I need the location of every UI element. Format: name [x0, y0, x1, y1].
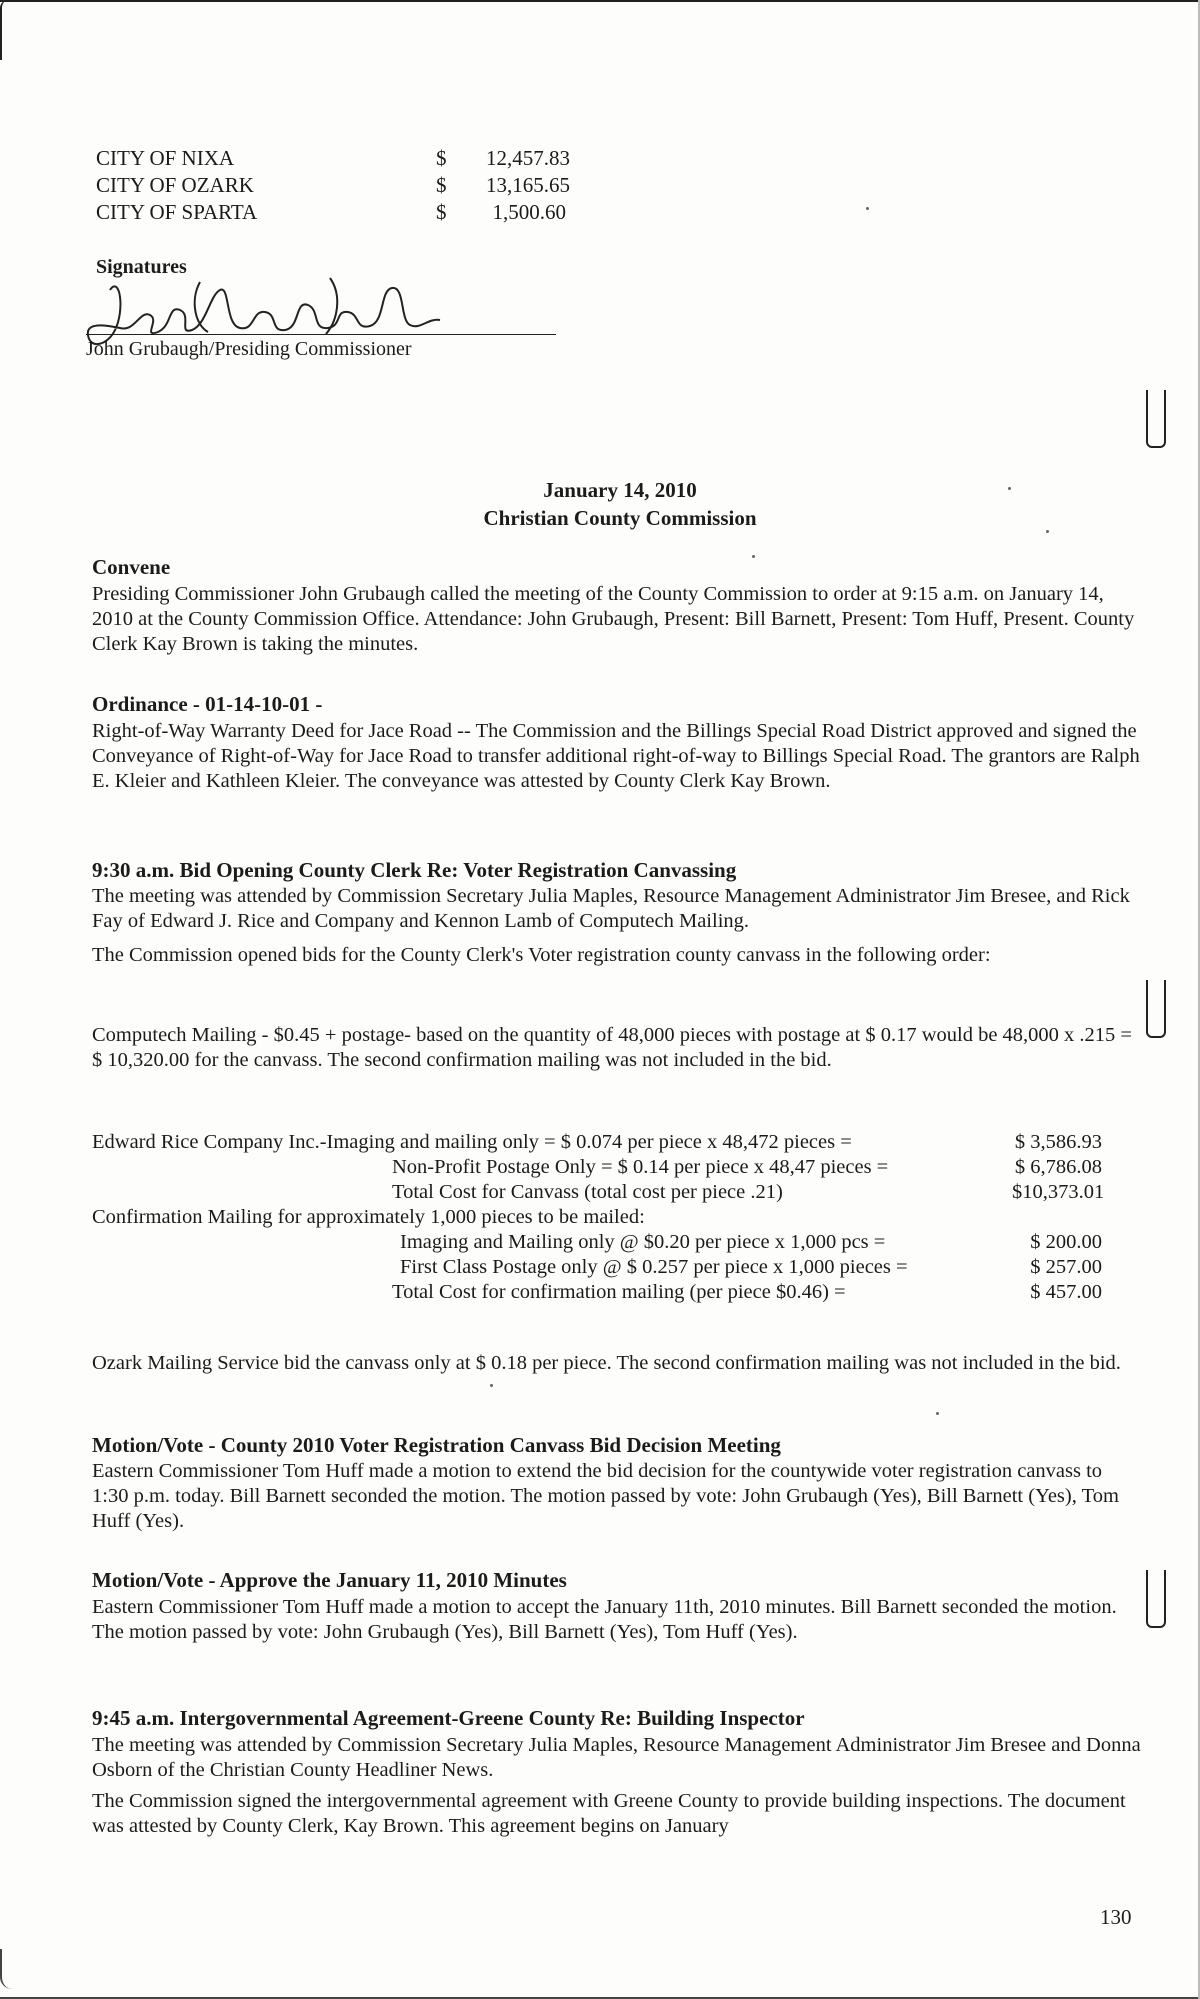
signature-line [86, 334, 556, 335]
cost-row [92, 1255, 1102, 1280]
scan-speck [936, 1412, 939, 1415]
page-number: 130 [1100, 1905, 1132, 1929]
city-amount: 12,457.83 [486, 146, 570, 170]
city-row [96, 199, 566, 226]
cost-label: Edward Rice Company Inc.-Imaging and mailing only = $ 0.074 per piece x 48,472 pieces = [92, 1131, 852, 1153]
scan-speck [752, 555, 755, 558]
section-title-intergovernmental: 9:45 a.m. Intergovernmental Agreement-Greene County Re: Building Inspector [92, 1706, 805, 1730]
signatures-label: Signatures [96, 256, 187, 278]
cost-label: Total Cost for confirmation mailing (per piece $0.46) = [392, 1281, 846, 1303]
section-text-motion-bid-decision: Eastern Commissioner Tom Huff made a motion to extend the bid decision for the countywide voter registration canvass to 1:30 p.m. today. Bill Barnett seconded the motion. The motion passed by vote: John Grubaugh (Yes), Bill Barnett (Yes), Tom Huff (Yes). [92, 1460, 1119, 1532]
city-name: CITY OF NIXA [96, 146, 235, 170]
cost-label: First Class Postage only @ $ 0.257 per piece x 1,000 pieces = [400, 1256, 908, 1278]
cost-label: Imaging and Mailing only @ $0.20 per piece x 1,000 pcs = [400, 1231, 886, 1253]
cost-row [92, 1230, 1102, 1255]
city-name: CITY OF SPARTA [96, 200, 258, 224]
page-edge [0, 1949, 12, 1989]
currency-sign: $ [436, 146, 447, 170]
page-edge [0, 0, 8, 60]
cost-row [92, 1180, 1105, 1205]
page-edge [0, 0, 1200, 8]
cost-value: $ 457.00 [1030, 1281, 1102, 1303]
cost-value: $10,373.01 [1012, 1181, 1105, 1203]
meeting-body: Christian County Commission [483, 506, 757, 530]
page-edge [0, 1987, 1200, 1999]
city-name: CITY OF OZARK [96, 173, 254, 197]
computech-bid: Computech Mailing - $0.45 + postage- based on the quantity of 48,000 pieces with postage at $ 0.17 would be 48,000 x .215 = $ 10,320.00 for the canvass. The second confirmation mailing was not included in the bid. [92, 1024, 1132, 1071]
cost-label: Total Cost for Canvass (total cost per piece .21) [392, 1181, 783, 1203]
section-title-motion-bid-decision: Motion/Vote - County 2010 Voter Registration Canvass Bid Decision Meeting [92, 1433, 781, 1457]
meeting-date: January 14, 2010 [543, 478, 697, 502]
section-title-motion-minutes: Motion/Vote - Approve the January 11, 2010 Minutes [92, 1568, 567, 1592]
scan-speck [1008, 487, 1011, 490]
cost-value: $ 257.00 [1030, 1256, 1102, 1278]
binder-mark [1146, 980, 1166, 1038]
section-title-convene: Convene [92, 555, 171, 579]
section-text-motion-minutes: Eastern Commissioner Tom Huff made a motion to accept the January 11th, 2010 minutes. Bill Barnett seconded the motion. The motion passed by vote: John Grubaugh (Yes), Bill Barnett (Yes), Tom Huff (Yes). [92, 1596, 1117, 1643]
city-row [96, 172, 570, 199]
scan-speck [490, 1384, 493, 1387]
meeting-header [0, 476, 1200, 532]
signature-caption: John Grubaugh/Presiding Commissioner [86, 338, 412, 360]
cost-row [92, 1280, 1102, 1305]
currency-sign: $ [436, 173, 447, 197]
edward-rice-bid-table [92, 1130, 1105, 1305]
cost-value: $ 200.00 [1030, 1231, 1102, 1253]
city-amounts [96, 145, 570, 226]
cost-row [92, 1155, 1102, 1180]
city-amount: 1,500.60 [492, 200, 566, 224]
city-row [96, 145, 570, 172]
section-title-ordinance: Ordinance - 01-14-10-01 - [92, 692, 323, 716]
section-title-bid-opening: 9:30 a.m. Bid Opening County Clerk Re: Voter Registration Canvassing [92, 858, 737, 882]
cost-value: $ 3,586.93 [1014, 1131, 1102, 1153]
cost-value: $ 6,786.08 [1014, 1156, 1102, 1178]
scan-speck [1046, 530, 1049, 533]
cost-label: Confirmation Mailing for approximately 1,000 pieces to be mailed: [92, 1206, 645, 1228]
bid-opening-attendance: The meeting was attended by Commission Secretary Julia Maples, Resource Management Administrator Jim Bresee, and Rick Fay of Edward J. Rice and Company and Kennon Lamb of Computech Mailing. [92, 885, 1130, 932]
ozark-bid: Ozark Mailing Service bid the canvass only at $ 0.18 per piece. The second confirmation mailing was not included in the bid. [92, 1352, 1121, 1374]
city-amount: 13,165.65 [486, 173, 570, 197]
binder-mark [1146, 1570, 1166, 1628]
currency-sign: $ [436, 200, 447, 224]
binder-mark [1146, 390, 1166, 448]
section-text-convene: Presiding Commissioner John Grubaugh called the meeting of the County Commission to order at 9:15 a.m. on January 14, 2010 at the County Commission Office. Attendance: John Grubaugh, Present: Bill Barnett, Present: Tom Huff, Present. County Clerk Kay Brown is taking the minutes. [92, 583, 1135, 655]
scan-speck [866, 207, 869, 210]
bid-opening-intro: The Commission opened bids for the County Clerk's Voter registration county canvass in the following order: [92, 944, 991, 966]
cost-row [92, 1205, 1102, 1230]
intergov-agreement: The Commission signed the intergovernmental agreement with Greene County to provide building inspections. The document was attested by County Clerk, Kay Brown. This agreement begins on January [92, 1790, 1126, 1837]
intergov-attendance: The meeting was attended by Commission Secretary Julia Maples, Resource Management Administrator Jim Bresee and Donna Osborn of the Christian County Headliner News. [92, 1734, 1141, 1781]
cost-value [1012, 1205, 1102, 1230]
cost-label: Non-Profit Postage Only = $ 0.14 per piece x 48,47 pieces = [392, 1156, 889, 1178]
cost-row [92, 1130, 1102, 1155]
section-text-ordinance: Right-of-Way Warranty Deed for Jace Road -- The Commission and the Billings Special Road District approved and signed the Conveyance of Right-of-Way for Jace Road to transfer additional right-of-way to Billings Special Road. The grantors are Ralph E. Kleier and Kathleen Kleier. The conveyance was attested by County Clerk Kay Brown. [92, 720, 1140, 792]
